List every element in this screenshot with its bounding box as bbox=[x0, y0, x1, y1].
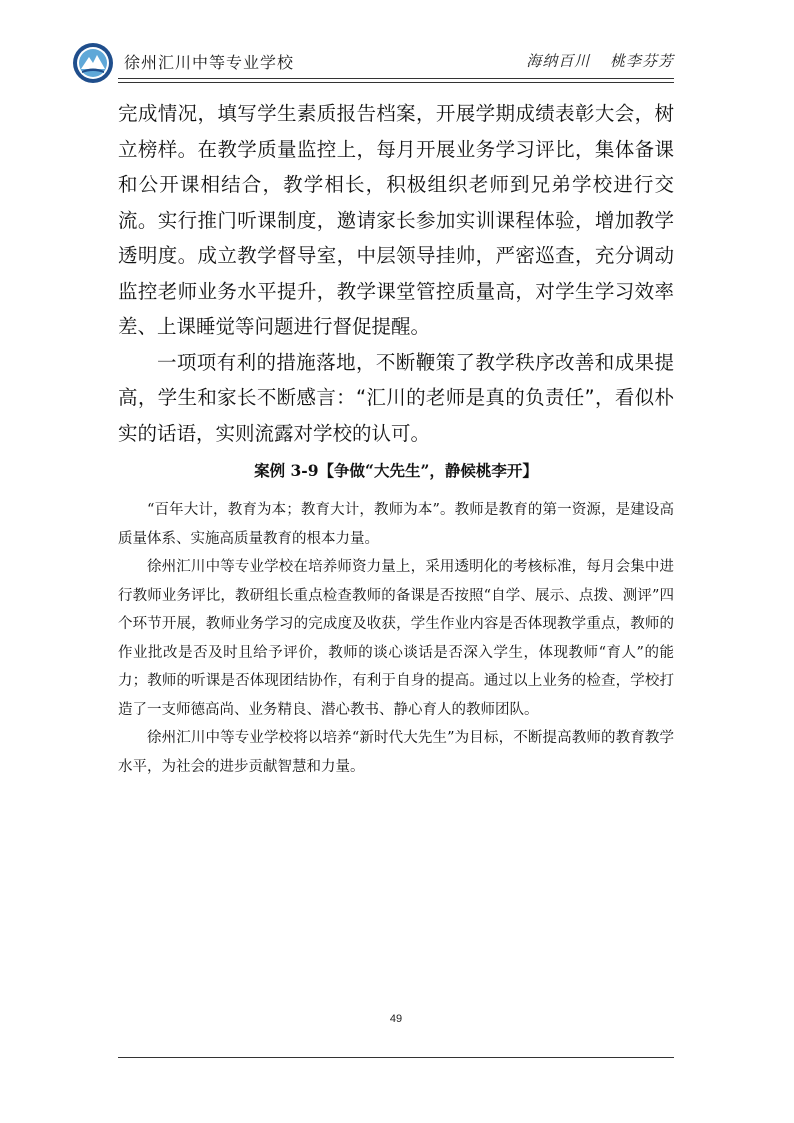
main-body bbox=[118, 96, 674, 451]
case-body bbox=[118, 496, 674, 781]
case-paragraph: 徐州汇川中等专业学校将以培养“新时代大先生”为目标，不断提高教师的教育教学水平，为社会的进步贡献智慧和力量。 bbox=[118, 730, 674, 775]
footer-divider bbox=[118, 1057, 674, 1058]
case-paragraph: 徐州汇川中等专业学校在培养师资力量上，采用透明化的考核标准，每月会集中进行教师业务评比，教研组长重点检查教师的备课是否按照“自学、展示、点拨、测评”四个环节开展，教师业务学习的完成度及收获，学生作业内容是否体现教学重点，教师的作业批改是否及时且给予评价，教师的谈心谈话是否深入学生，体现教师“育人”的能力；教师的听课是否体现团结协作，有利于自身的提高。通过以上业务的检查，学校打造了一支师德高尚、业务精良、潜心教书、静心育人的教师团队。 bbox=[118, 559, 674, 718]
body-paragraph: 一项项有利的措施落地，不断鞭策了教学秩序改善和成果提高，学生和家长不断感言：“汇川的老师是真的负责任”，看似朴实的话语，实则流露对学校的认可。 bbox=[118, 350, 674, 445]
school-logo-icon bbox=[72, 42, 114, 84]
header-motto bbox=[526, 50, 674, 71]
case-title: 案例 3-9【争做“大先生”，静候桃李开】 bbox=[254, 461, 538, 480]
header-divider-thin bbox=[118, 82, 674, 83]
page-number: 49 bbox=[389, 1013, 403, 1025]
case-paragraph: “百年大计，教育为本；教育大计，教师为本”。教师是教育的第一资源，是建设高质量体系、实施高质量教育的根本力量。 bbox=[118, 502, 674, 547]
header-school-name: 徐州汇川中等专业学校 bbox=[124, 53, 295, 72]
motto-left: 海纳百川 bbox=[526, 52, 591, 70]
body-paragraph: 完成情况，填写学生素质报告档案，开展学期成绩表彰大会，树立榜样。在教学质量监控上，每月开展业务学习评比，集体备课和公开课相结合，教学相长，积极组织老师到兄弟学校进行交流。实行推门听课制度，邀请家长参加实训课程体验，增加教学透明度。成立教学督导室，中层领导挂帅，严密巡查，充分调动监控老师业务水平提升，教学课堂管控质量高，对学生学习效率差、上课睡觉等问题进行督促提醒。 bbox=[118, 102, 674, 338]
motto-right: 桃李芬芳 bbox=[609, 52, 674, 70]
header-divider bbox=[118, 78, 674, 79]
